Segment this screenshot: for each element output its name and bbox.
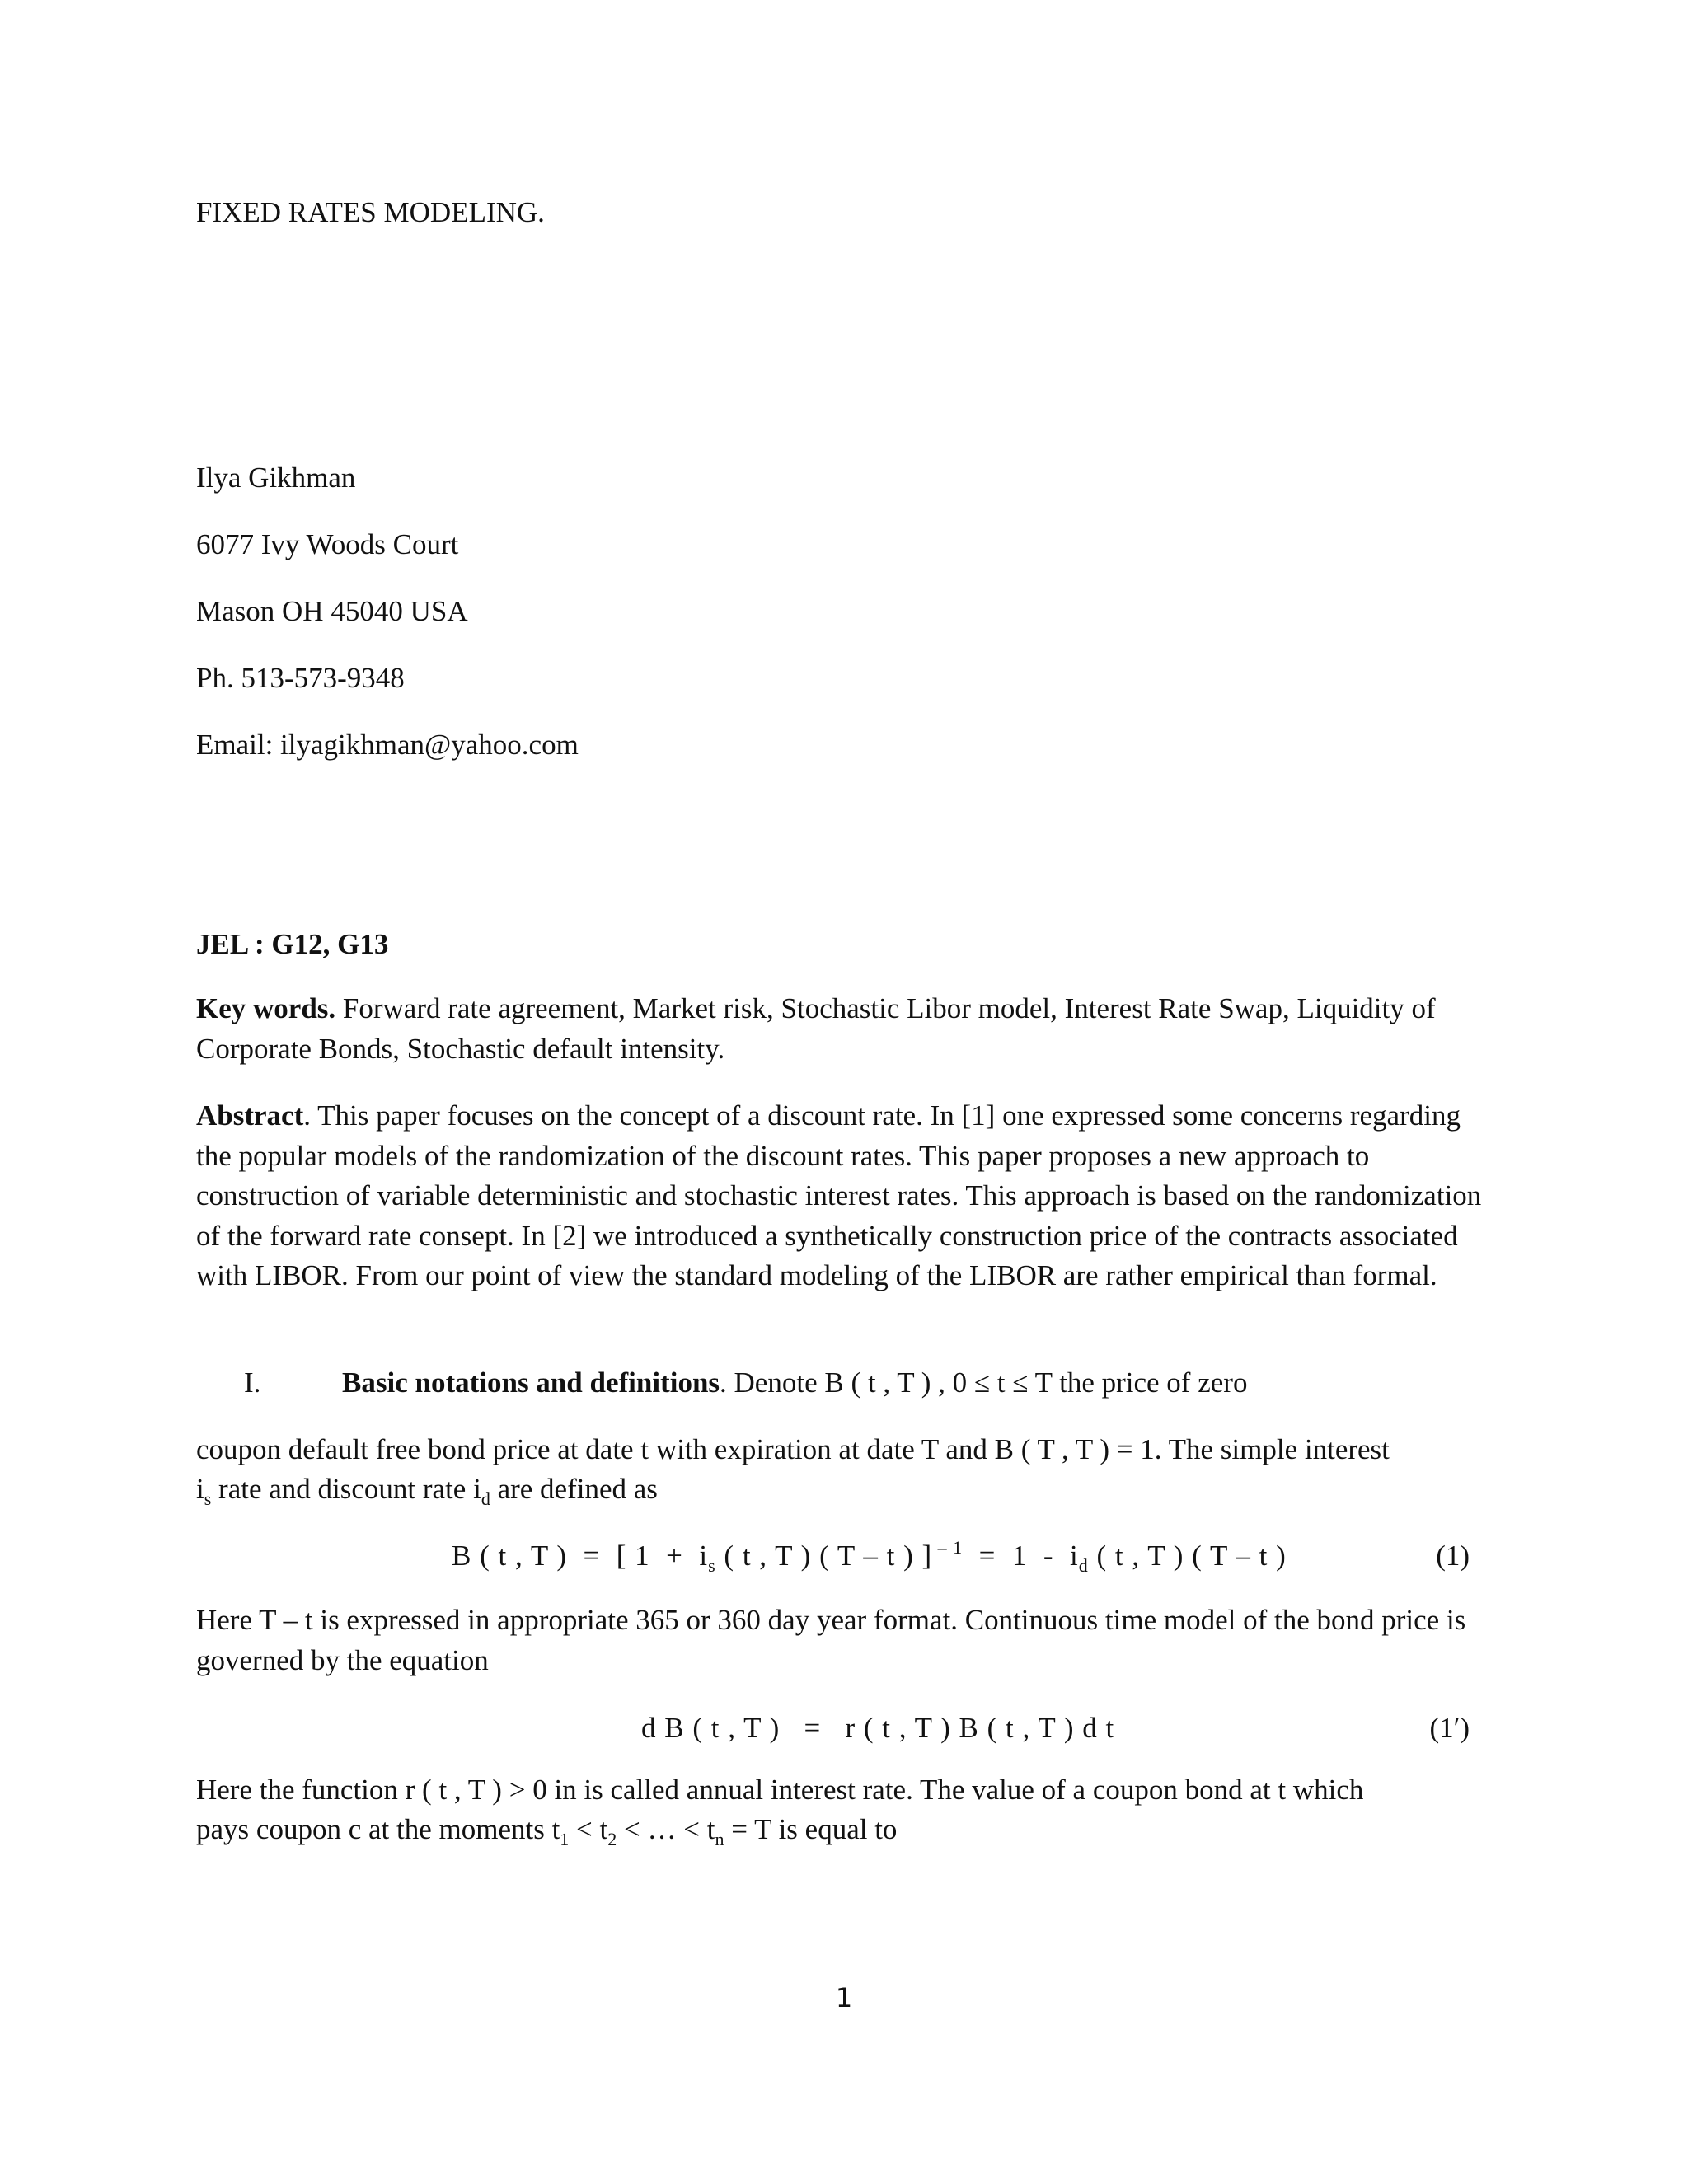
equation-1-number: (1) (1436, 1540, 1470, 1572)
author-email: Email: ilyagikhman@yahoo.com (196, 729, 579, 761)
coupon-paragraph-line-2: pays coupon c at the moments $t_1 < t_2$ < … < $t_n = T$ is equal to (196, 1813, 898, 1849)
section-paragraph-line-1: coupon default free bond price at date t with expiration at date T and B ( T , T ) = 1. The simple interest (196, 1433, 1390, 1465)
page-number: 1 (835, 1982, 853, 2013)
jel-codes: JEL : G12, G13 (196, 928, 389, 960)
paper-title: FIXED RATES MODELING. (196, 196, 545, 228)
abstract-text: . This paper focuses on the concept of a discount rate. In [1] one expressed some concerns regarding the popular models of the randomization of the discount rates. This paper proposes a new approach to construction of variable deterministic and stochastic interest rates. This approach is based on the randomization of the forward rate consept. In [2] we introduced a synthetically construction price of the contracts associated with LIBOR. From our point of view the standard modeling of the LIBOR are rather empirical than formal. (196, 1099, 1482, 1291)
bond-paragraph: Here T – t is expressed in appropriate 365 or 360 day year format. Continuous time model of the bond price is governed by the equation (196, 1604, 1466, 1676)
keywords-text: Forward rate agreement, Market risk, Stochastic Libor model, Interest Rate Swap, Liquidity of Corporate Bonds, Stochastic default intensity. (196, 992, 1436, 1065)
equation-1-prime: d B ( t , T ) = r ( t , T ) B ( t , T ) d t (641, 1712, 1115, 1744)
section-numeral: I. (244, 1366, 261, 1399)
abstract-paragraph (196, 1096, 1482, 1296)
keywords-paragraph (196, 989, 1482, 1069)
author-phone: Ph. 513-573-9348 (196, 662, 405, 694)
author-city: Mason OH 45040 USA (196, 595, 468, 627)
section-paragraph-line-2: $i_s$ rate and discount rate $i_d$ are defined as (196, 1473, 658, 1509)
section-heading-line (342, 1366, 1247, 1399)
author-street: 6077 Ivy Woods Court (196, 528, 459, 560)
abstract-label: Abstract (196, 1099, 304, 1132)
keywords-label: Key words. (196, 992, 336, 1024)
section-heading: Basic notations and definitions (342, 1366, 720, 1399)
coupon-paragraph-line-1: Here the function r ( t , T ) > 0 in is called annual interest rate. The value of a coupon bond at t which (196, 1774, 1364, 1806)
equation-1: B ( t , T ) = [ $1 + i_s$ ( t , T ) ( T – t ) ] $^{- 1} = 1 - i_d$ ( t , T ) ( T – t ) (452, 1537, 1287, 1576)
equation-1-prime-number: (1′) (1429, 1712, 1470, 1744)
author-name: Ilya Gikhman (196, 462, 356, 494)
section-intro: . Denote B ( t , T ) , 0 ≤ t ≤ T the price of zero (720, 1366, 1248, 1399)
